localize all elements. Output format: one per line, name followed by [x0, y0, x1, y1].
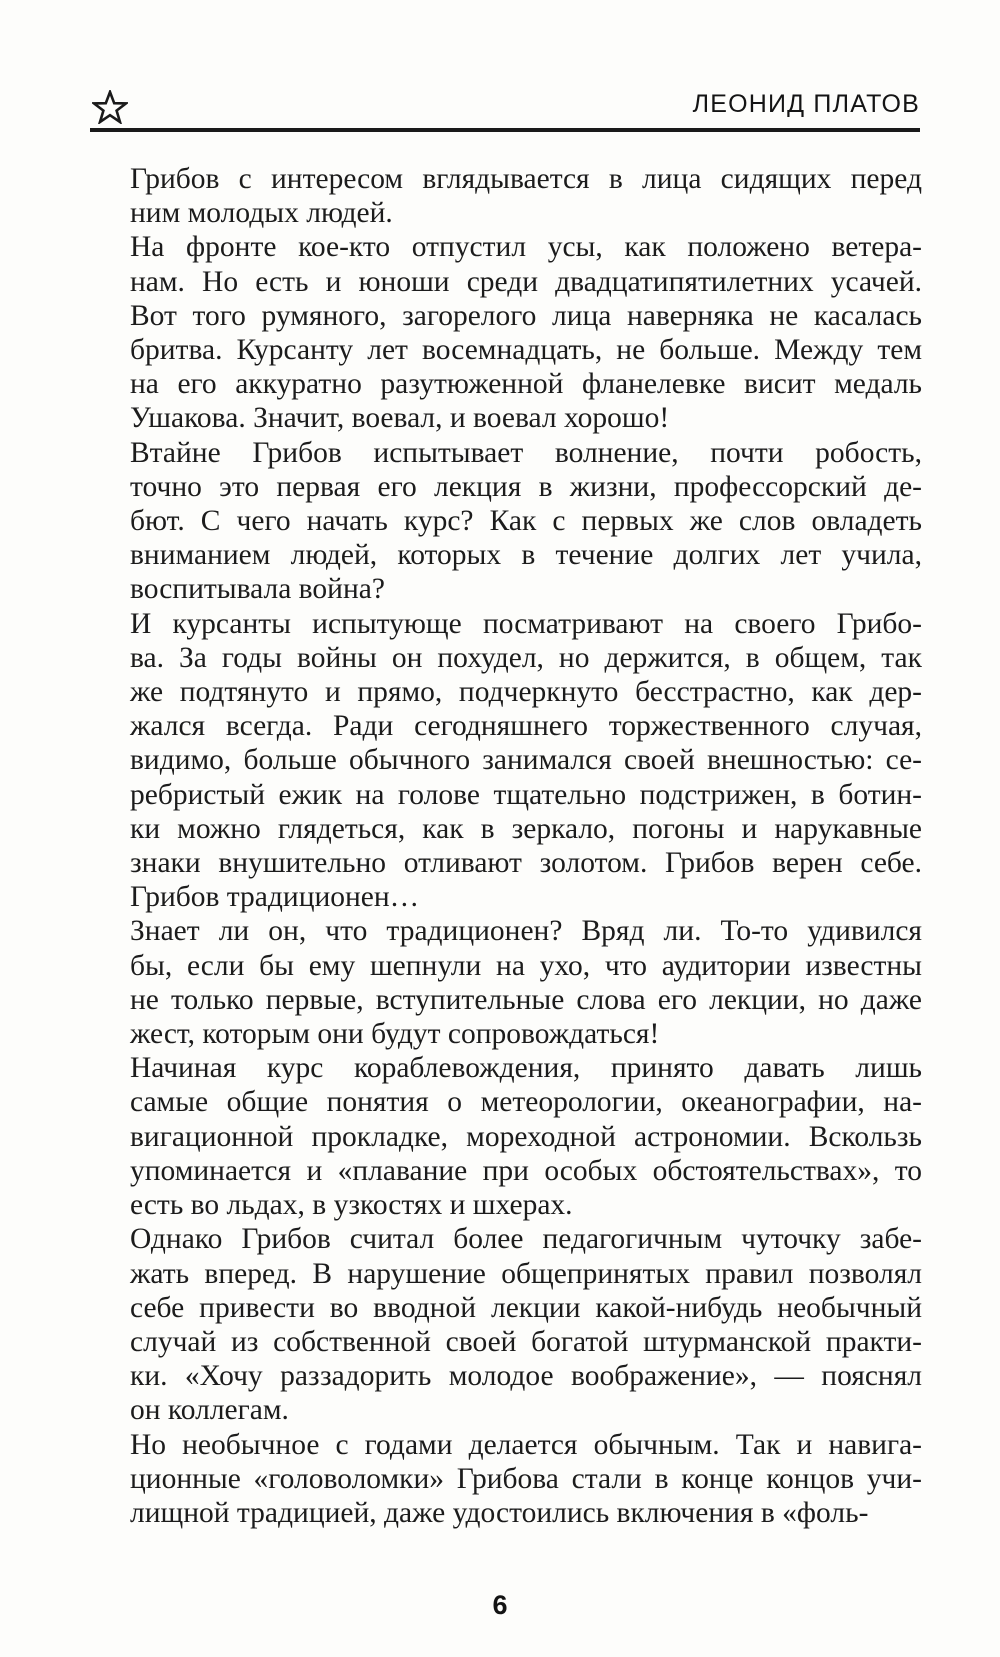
text-line: ва. За годы войны он похудел, но держится, в общем, так: [130, 641, 922, 674]
author-name: ЛЕОНИД ПЛАТОВ: [692, 90, 920, 118]
paragraph: [130, 914, 922, 1051]
text-line: вигационной прокладке, мореходной астрономии. Вскользь: [130, 1120, 922, 1153]
text-line: жать вперед. В нарушение общепринятых правил позволял: [130, 1257, 922, 1290]
text-line: же подтянуто и прямо, подчеркнуто бесстрастно, как дер-: [130, 676, 922, 709]
text-line: Грибов традиционен…: [130, 881, 420, 914]
paragraph: [130, 1428, 922, 1531]
text-line: Вот того румяного, загорелого лица наверняка не касалась: [130, 299, 922, 332]
paragraph: [130, 1222, 922, 1427]
text-line: На фронте кое-кто отпустил усы, как положено ветера-: [130, 231, 922, 264]
text-line: есть во льдах, в узкостях и шхерах.: [130, 1189, 573, 1222]
text-line: ционные «головоломки» Грибова стали в конце концов учи-: [130, 1462, 922, 1495]
text-line: он коллегам.: [130, 1394, 289, 1427]
text-line: знаки внушительно отливают золотом. Грибов верен себе.: [130, 847, 922, 880]
text-line: самые общие понятия о метеорологии, океанографии, на-: [130, 1086, 922, 1119]
text-line: ребристый ежик на голове тщательно подстрижен, в ботин-: [130, 778, 922, 811]
text-line: жался всегда. Ради сегодняшнего торжественного случая,: [130, 710, 922, 743]
text-line: Ушакова. Значит, воевал, и воевал хорошо!: [130, 402, 670, 435]
text-line: не только первые, вступительные слова его лекции, но даже: [130, 983, 922, 1016]
text-line: бют. С чего начать курс? Как с первых же слов овладеть: [130, 505, 922, 538]
text-line: Однако Грибов считал более педагогичным чуточку забе-: [130, 1223, 922, 1256]
text-line: ки. «Хочу раззадорить молодое воображение», — пояснял: [130, 1360, 922, 1393]
paragraph: [130, 162, 922, 230]
text-line: лищной традицией, даже удостоились включения в «фоль-: [130, 1496, 869, 1529]
text-line: упоминается и «плавание при особых обстоятельствах», то: [130, 1154, 922, 1187]
text-line: ним молодых людей.: [130, 197, 393, 230]
running-header: [90, 86, 920, 132]
page-number: 6: [492, 1590, 508, 1620]
text-line: себе привести во вводной лекции какой-нибудь необычный: [130, 1291, 922, 1324]
paragraph: [130, 1051, 922, 1222]
text-line: И курсанты испытующе посматривают на своего Грибо-: [130, 607, 922, 640]
text-line: видимо, больше обычного занимался своей внешностью: се-: [130, 744, 922, 777]
text-line: бритва. Курсанту лет восемнадцать, не больше. Между тем: [130, 334, 922, 367]
text-line: Знает ли он, что традиционен? Вряд ли. То-то удивился: [130, 915, 922, 948]
text-line: точно это первая его лекция в жизни, профессорский де-: [130, 470, 922, 503]
text-line: Но необычное с годами делается обычным. Так и навига-: [130, 1428, 922, 1461]
text-line: Грибов с интересом вглядывается в лица сидящих перед: [130, 163, 922, 195]
text-line: бы, если бы ему шепнули на ухо, что аудитории известны: [130, 949, 922, 982]
star-outline-icon: [92, 90, 128, 124]
text-line: жест, которым они будут сопровождаться!: [130, 1018, 660, 1051]
paragraph: [130, 607, 922, 915]
text-line: вниманием людей, которых в течение долгих лет учила,: [130, 539, 922, 572]
text-line: на его аккуратно разутюженной фланелевке висит медаль: [130, 368, 922, 401]
paragraph: [130, 436, 922, 607]
text-line: ки можно глядеться, как в зеркало, погоны и нарукавные: [130, 812, 922, 845]
text-line: нам. Но есть и юноши среди двадцатипятилетних усачей.: [130, 265, 922, 298]
text-line: Втайне Грибов испытывает волнение, почти робость,: [130, 436, 922, 469]
paragraph: [130, 230, 922, 435]
text-line: случай из собственной своей богатой штурманской практи-: [130, 1325, 922, 1358]
text-line: Начиная курс кораблевождения, принято давать лишь: [130, 1052, 922, 1085]
text-line: воспитывала война?: [130, 573, 385, 606]
body-text: [130, 162, 922, 1530]
